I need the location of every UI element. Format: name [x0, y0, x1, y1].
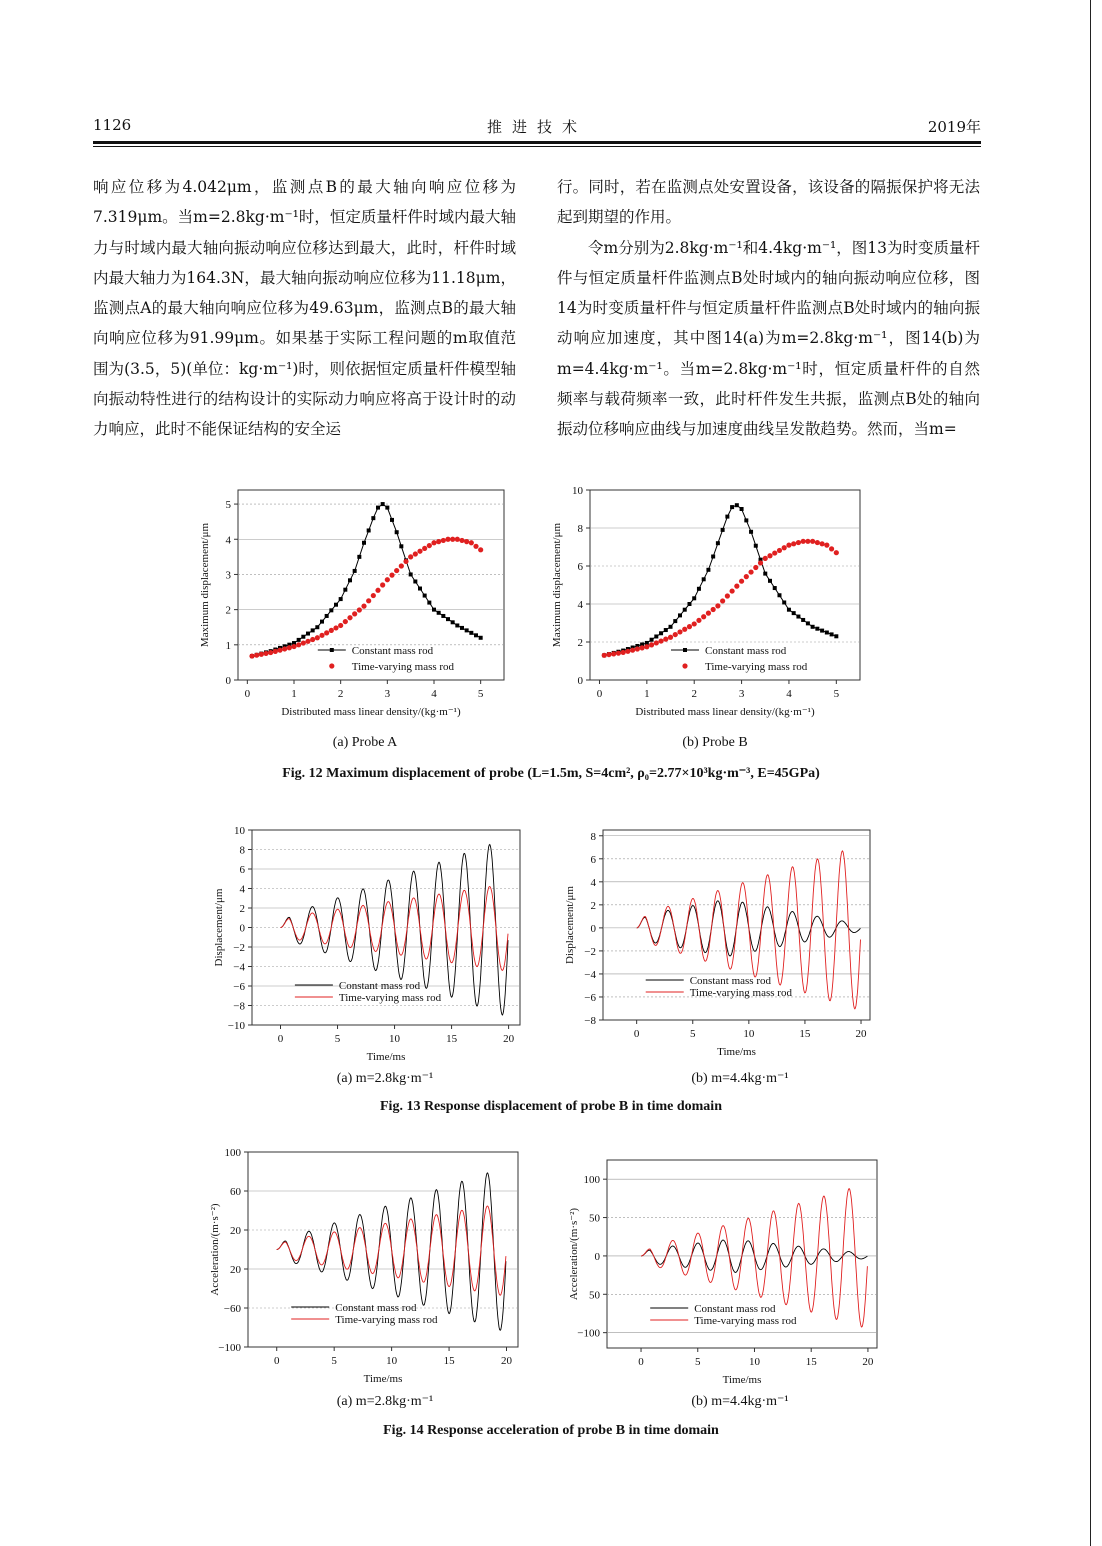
timevarying-marker [767, 553, 772, 558]
legend-label-constant: Constant mass rod [351, 645, 434, 657]
x-axis-label: Time/ms [717, 1046, 756, 1058]
timevarying-marker [630, 648, 635, 653]
x-tick-label: 5 [331, 1355, 337, 1367]
timevarying-marker [658, 638, 663, 643]
y-axis-label: Maximum displacement/μm [551, 522, 563, 648]
timevarying-marker [371, 593, 376, 598]
x-tick-label: 0 [633, 1028, 640, 1040]
y-tick-label: −100 [218, 1342, 241, 1354]
x-tick-label: 1 [291, 688, 297, 700]
year: 2019年 [927, 118, 981, 136]
y-tick-label: −6 [233, 981, 245, 993]
page-number: 1126 [93, 116, 132, 134]
x-tick-label: 0 [273, 1355, 280, 1367]
timevarying-marker [301, 640, 306, 645]
timevarying-marker [820, 541, 825, 546]
timevarying-marker [810, 539, 815, 544]
timevarying-marker [640, 645, 645, 650]
legend-label-timevarying: Time-varying mass rod [338, 992, 442, 1004]
timevarying-marker [829, 546, 834, 551]
timevarying-marker [725, 593, 730, 598]
legend-label-constant: Constant mass rod [705, 645, 787, 657]
y-tick-label: 5 [225, 499, 231, 512]
timevarying-marker [654, 640, 659, 645]
timevarying-marker [268, 650, 273, 655]
y-tick-label: 6 [577, 561, 583, 573]
x-tick-label: 15 [446, 1033, 458, 1045]
y-tick-label: −2 [233, 942, 245, 954]
y-tick-label: 100 [224, 1147, 241, 1159]
y-tick-label: 0 [225, 675, 231, 687]
constant-marker [834, 634, 838, 638]
fig13-sub-b: (b) m=4.4kg·m⁻¹ [691, 1071, 789, 1086]
y-tick-label: 8 [590, 830, 596, 843]
y-axis-label: Maximum displacement/μm [199, 522, 211, 648]
x-tick-label: 3 [738, 688, 745, 700]
timevarying-marker [333, 625, 338, 630]
y-tick-label: 0 [590, 922, 596, 935]
timevarying-marker [715, 603, 720, 608]
timevarying-marker [753, 565, 758, 570]
y-tick-label: 10 [234, 825, 245, 837]
y-axis-label: Acceleration/(m·s⁻²) [209, 1203, 221, 1296]
timevarying-marker [606, 652, 611, 657]
timevarying-marker [450, 537, 455, 542]
timevarying-marker [815, 540, 820, 545]
page-edge [1090, 0, 1091, 1546]
y-tick-label: −6 [584, 991, 596, 1004]
timevarying-marker [801, 539, 806, 544]
timevarying-marker [682, 627, 687, 632]
timevarying-marker [324, 630, 329, 635]
y-tick-label: −8 [233, 1000, 245, 1013]
y-tick-label: 0 [239, 922, 245, 935]
x-tick-label: 0 [244, 688, 251, 700]
timevarying-marker [343, 619, 348, 624]
timevarying-marker [357, 607, 362, 612]
x-tick-label: 5 [334, 1033, 341, 1045]
fig13-sub-a: (a) m=2.8kg·m⁻¹ [336, 1071, 434, 1086]
legend-marker-constant [330, 648, 334, 652]
timevarying-marker [649, 642, 654, 647]
x-tick-label: 10 [748, 1356, 760, 1368]
fig14-sub-b: (b) m=4.4kg·m⁻¹ [691, 1394, 789, 1409]
timevarying-marker [263, 651, 268, 656]
fig12-sub-a: (a) Probe A [332, 735, 398, 750]
legend-label-timevarying: Time-varying mass rod [351, 661, 455, 673]
timevarying-marker [677, 629, 682, 634]
timevarying-marker [687, 624, 692, 629]
legend-marker-timevarying [329, 663, 334, 668]
timevarying-marker [758, 560, 763, 565]
timevarying-marker [259, 652, 264, 657]
x-tick-label: 20 [855, 1028, 867, 1040]
timevarying-marker [701, 614, 706, 619]
x-axis-label: Distributed mass linear density/(kg·m⁻¹) [281, 706, 461, 718]
timevarying-marker [763, 556, 768, 561]
y-tick-label: 50 [589, 1289, 600, 1302]
timevarying-marker [464, 539, 469, 544]
x-axis-label: Time/ms [366, 1051, 406, 1063]
y-tick-label: 1 [225, 639, 231, 652]
timevarying-marker [720, 598, 725, 603]
legend-label-timevarying: Time-varying mass rod [694, 1315, 797, 1327]
legend-label-timevarying: Time-varying mass rod [689, 987, 792, 999]
x-tick-label: 4 [786, 688, 792, 700]
timevarying-marker [611, 651, 616, 656]
y-tick-label: −8 [584, 1015, 596, 1027]
y-tick-label: −60 [223, 1303, 241, 1315]
legend-label-constant: Constant mass rod [689, 975, 772, 987]
timevarying-marker [249, 653, 254, 658]
y-tick-label: 0 [577, 675, 583, 687]
timevarying-marker [282, 646, 287, 651]
timevarying-marker [616, 651, 621, 656]
y-tick-label: −10 [227, 1020, 245, 1032]
x-tick-label: 5 [695, 1356, 701, 1368]
timevarying-marker [824, 543, 829, 548]
x-tick-label: 15 [799, 1028, 811, 1040]
fig14-sub-a: (a) m=2.8kg·m⁻¹ [336, 1394, 434, 1409]
timevarying-marker [441, 538, 446, 543]
x-tick-label: 20 [503, 1033, 515, 1045]
timevarying-marker [361, 604, 366, 609]
timevarying-marker [621, 650, 626, 655]
timevarying-marker [739, 579, 744, 584]
timevarying-marker [706, 611, 711, 616]
timevarying-marker [287, 645, 292, 650]
y-axis-label: Displacement/μm [564, 886, 576, 964]
x-tick-label: 0 [638, 1356, 644, 1368]
timevarying-marker [315, 635, 320, 640]
timevarying-marker [625, 649, 630, 654]
y-tick-label: 100 [583, 1174, 600, 1187]
y-tick-label: 10 [572, 485, 583, 497]
timevarying-marker [291, 644, 296, 649]
timevarying-marker [431, 540, 436, 545]
y-tick-label: 50 [589, 1212, 600, 1225]
timevarying-marker [602, 653, 607, 658]
timevarying-marker [352, 611, 357, 616]
timevarying-marker [734, 584, 739, 589]
timevarying-marker [394, 568, 399, 573]
y-tick-label: 2 [577, 637, 583, 649]
y-tick-label: 4 [225, 534, 231, 547]
x-axis-label: Distributed mass linear density/(kg·m⁻¹) [635, 706, 815, 718]
y-tick-label: 2 [225, 604, 231, 617]
timevarying-marker [305, 639, 310, 644]
timevarying-marker [791, 541, 796, 546]
y-tick-label: 4 [590, 876, 596, 889]
y-tick-label: 8 [239, 844, 245, 857]
legend-label-constant: Constant mass rod [335, 1302, 417, 1314]
x-tick-label: 10 [743, 1028, 755, 1040]
timevarying-marker [644, 644, 649, 649]
y-tick-label: 8 [577, 523, 583, 535]
timevarying-marker [329, 628, 334, 633]
timevarying-marker [796, 540, 801, 545]
y-tick-label: −2 [584, 945, 596, 958]
timevarying-marker [417, 549, 422, 554]
legend-label-timevarying: Time-varying mass rod [705, 661, 808, 673]
x-axis-label: Time/ms [363, 1373, 403, 1385]
timevarying-marker [422, 546, 427, 551]
y-tick-label: 2 [590, 899, 596, 912]
timevarying-marker [403, 559, 408, 564]
timevarying-marker [296, 642, 301, 647]
timevarying-marker [772, 550, 777, 555]
left-paragraph: 响应位移为4.042μm，监测点B的最大轴向响应位移为7.319μm。当m=2.8kg·m⁻¹时，恒定质量杆件时域内最大轴力与时域内最大轴向振动响应位移达到最大，此时，杆件时域内最大轴力为164.3N，最大轴向振动响应位移为11.18μm，监测点A的最大轴向响应位移为49.63μm，监测点B的最大轴向响应位移为91.99μm。如果基于实际工程问题的m取值范围为(3.5，5)(单位：kg·m⁻¹)时，则依据恒定质量杆件模型轴向振动特性进行的结构设计的实际动力响应将高于设计时的动力响应，此时不能保证结构的安全运 [93, 178, 516, 439]
timevarying-marker [459, 538, 464, 543]
timevarying-marker [777, 548, 782, 553]
y-tick-label: 20 [230, 1225, 241, 1237]
y-tick-label: 0 [594, 1250, 600, 1263]
timevarying-marker [730, 588, 735, 593]
legend-label-constant: Constant mass rod [694, 1303, 776, 1315]
timevarying-marker [668, 635, 673, 640]
y-tick-label: −100 [577, 1327, 600, 1340]
x-tick-label: 15 [805, 1356, 817, 1368]
timevarying-marker [744, 574, 749, 579]
x-tick-label: 2 [691, 688, 697, 700]
x-tick-label: 10 [386, 1355, 398, 1367]
timevarying-marker [635, 646, 640, 651]
timevarying-marker [805, 539, 810, 544]
legend-marker-timevarying [682, 663, 687, 668]
y-tick-label: 4 [239, 883, 245, 896]
x-axis-label: Time/ms [722, 1374, 762, 1386]
timevarying-marker [436, 539, 441, 544]
timevarying-marker [366, 598, 371, 603]
timevarying-marker [663, 637, 668, 642]
timevarying-marker [455, 537, 460, 542]
x-tick-label: 3 [384, 688, 391, 700]
timevarying-marker [782, 545, 787, 550]
legend-label-constant: Constant mass rod [338, 980, 421, 992]
timevarying-marker [786, 543, 791, 548]
y-axis-label: Acceleration/(m·s⁻²) [568, 1207, 580, 1301]
timevarying-marker [445, 537, 450, 542]
timevarying-marker [473, 544, 478, 549]
y-tick-label: −4 [584, 968, 596, 981]
x-tick-label: 20 [862, 1356, 874, 1368]
timevarying-marker [254, 653, 259, 658]
timevarying-marker [478, 547, 483, 552]
timevarying-marker [347, 615, 352, 620]
fig13-caption: Fig. 13 Response displacement of probe B in time domain [380, 1099, 722, 1114]
timevarying-marker [310, 637, 315, 642]
timevarying-marker [696, 618, 701, 623]
timevarying-marker [273, 649, 278, 654]
timevarying-marker [338, 623, 343, 628]
journal-title: 推进技术 [486, 118, 587, 136]
timevarying-marker [692, 621, 697, 626]
timevarying-marker [408, 554, 413, 559]
x-tick-label: 0 [277, 1033, 284, 1045]
fig12-sub-b: (b) Probe B [682, 735, 748, 750]
right-paragraph-2: 令m分别为2.8kg·m⁻¹和4.4kg·m⁻¹，图13为时变质量杆件与恒定质量杆件监测点B处时域内的轴向振动响应位移，图14为时变质量杆件与恒定质量杆件监测点B处时域内的轴向振动响应加速度，其中图14(a)为m=2.8kg·m⁻¹，图14(b)为m=4.4kg·m⁻¹。当m=2.8kg·m⁻¹时，恒定质量杆件的自然频率与载荷频率一致，此时杆件发生共振，监测点B处的轴向振动位移响应曲线与加速度曲线呈发散趋势。然而，当m= [557, 238, 980, 439]
x-tick-label: 5 [689, 1028, 696, 1040]
right-paragraph-1: 行。同时，若在监测点处安置设备，该设备的隔振保护将无法起到期望的作用。 [557, 178, 980, 227]
x-tick-label: 5 [833, 688, 840, 700]
x-tick-label: 20 [501, 1355, 513, 1367]
x-tick-label: 4 [431, 688, 437, 700]
y-tick-label: 3 [225, 569, 231, 582]
y-tick-label: 4 [577, 599, 583, 611]
y-tick-label: −4 [233, 961, 245, 974]
timevarying-marker [673, 632, 678, 637]
legend-label-timevarying: Time-varying mass rod [335, 1314, 438, 1326]
y-axis-label: Displacement/μm [213, 888, 225, 967]
timevarying-marker [399, 563, 404, 568]
timevarying-marker [469, 540, 474, 545]
timevarying-marker [380, 582, 385, 587]
timevarying-marker [834, 550, 839, 555]
y-tick-label: 6 [239, 864, 245, 876]
x-tick-label: 15 [443, 1355, 455, 1367]
x-tick-label: 2 [337, 688, 344, 700]
timevarying-marker [277, 648, 282, 653]
legend-marker-constant [683, 648, 687, 652]
x-tick-label: 10 [389, 1033, 401, 1045]
timevarying-marker [389, 573, 394, 578]
y-tick-label: 2 [239, 903, 245, 915]
fig14-caption: Fig. 14 Response acceleration of probe B in time domain [383, 1423, 719, 1438]
x-tick-label: 5 [477, 688, 484, 700]
timevarying-marker [427, 543, 432, 548]
x-tick-label: 0 [596, 688, 603, 700]
fig12-caption: Fig. 12 Maximum displacement of probe (L=1.5m, S=4cm², ρ₀=2.77×10³kg·m⁻³, E=45GPa) [282, 766, 820, 781]
timevarying-marker [375, 588, 380, 593]
y-tick-label: 6 [590, 853, 596, 866]
y-tick-label: 60 [230, 1186, 241, 1198]
timevarying-marker [413, 551, 418, 556]
y-tick-label: 20 [230, 1264, 241, 1276]
timevarying-marker [385, 577, 390, 582]
timevarying-marker [711, 607, 716, 612]
timevarying-marker [319, 633, 324, 638]
x-tick-label: 1 [644, 688, 650, 700]
constant-series-line [252, 504, 481, 656]
timevarying-marker [748, 569, 753, 574]
